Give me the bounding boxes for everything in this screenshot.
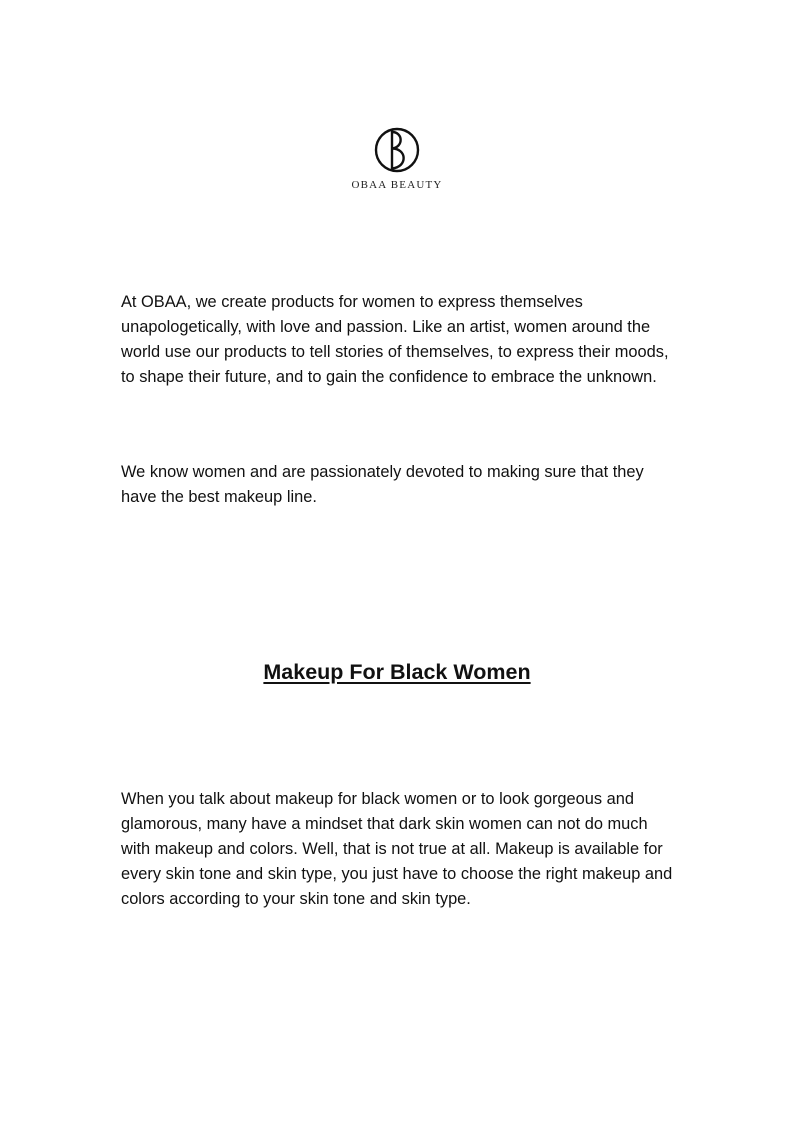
brand-name: OBAA BEAUTY [351,179,443,191]
devotion-paragraph: We know women and are passionately devoted to making sure that they have the best makeup line. [121,463,644,506]
brand-logo [0,126,794,191]
obaa-monogram-icon [373,126,421,174]
intro-paragraph: At OBAA, we create products for women to express themselves unapologetically, with love and passion. Like an artist, women around the world use our products to tell stories of themselves, to express their moods, to shape their future, and to gain the confidence to embrace the unknown. [121,293,669,386]
section-heading: Makeup For Black Women [263,660,531,684]
section-paragraph: When you talk about makeup for black women or to look gorgeous and glamorous, many have a mindset that dark skin women can not do much with makeup and colors. Well, that is not true at all. Makeup is available for every skin tone and skin type, you just have to choose the right makeup and colors according to your skin tone and skin type. [121,790,673,908]
